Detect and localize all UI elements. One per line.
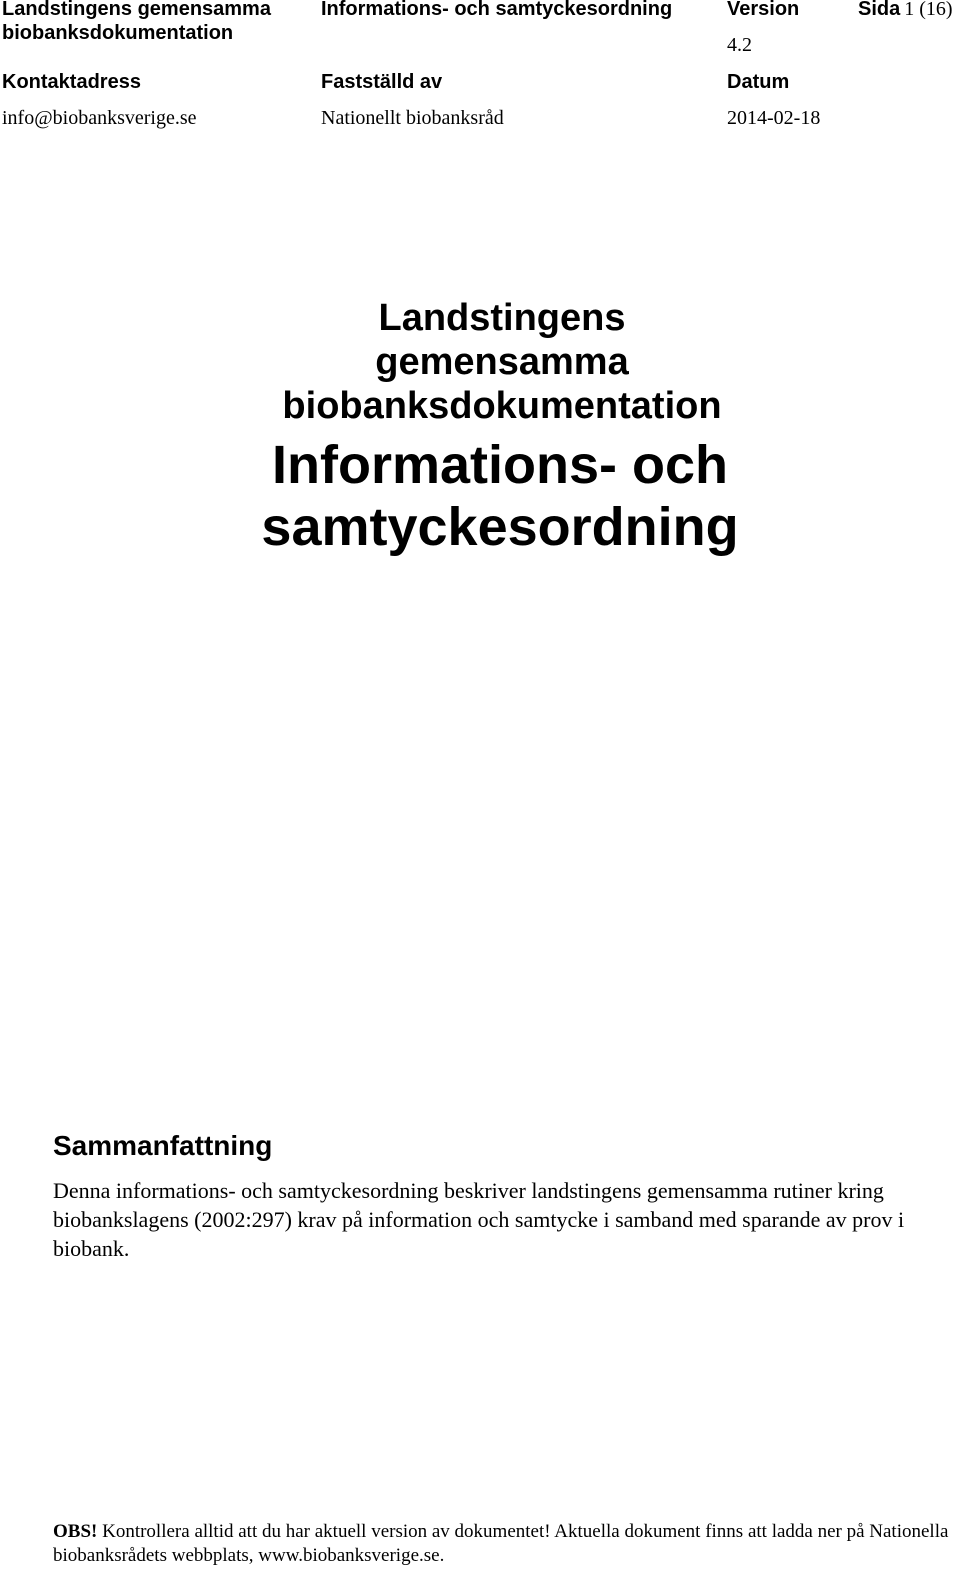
document-title: Informations- och samtyckesordning <box>261 435 739 557</box>
summary-text: Denna informations- och samtyckesordning beskriver landstingens gemensamma rutiner kring biobankslagens (2002:297) krav på information och samtycke i samband med sparande av prov i biobank. <box>53 1178 905 1261</box>
header-date-value: 2014-02-18 <box>727 107 821 129</box>
header-approved-by-value: Nationellt biobanksråd <box>321 107 504 129</box>
header-page-number <box>858 0 953 21</box>
header-doc-series: Landstingens gemensamma biobanksdokumentation <box>2 0 271 44</box>
header-doc-title: Informations- och samtyckesordning <box>321 0 673 20</box>
header-version-label: Version <box>727 0 800 20</box>
header-page-label: Sida <box>858 0 901 20</box>
document-series-title: Landstingens gemensamma biobanksdokumentation <box>282 297 722 427</box>
header-contact-label: Kontaktadress <box>2 71 141 93</box>
summary-heading: Sammanfattning <box>53 1130 273 1161</box>
header-page-value: 1 (16) <box>904 0 953 20</box>
footer-obs-label: OBS! <box>53 1521 98 1542</box>
footer-note-text: Kontrollera alltid att du har aktuell version av dokumentet! Aktuella dokument finns att ladda ner på Nationella biobanksrådets webbplats, www.biobanksverige.se. <box>53 1521 949 1566</box>
header-date-label: Datum <box>727 71 790 93</box>
header-contact-value: info@biobanksverige.se <box>2 107 197 129</box>
header-approved-by-label: Fastställd av <box>321 71 443 93</box>
header-version-value: 4.2 <box>727 34 752 56</box>
footer-note <box>53 1520 953 1568</box>
